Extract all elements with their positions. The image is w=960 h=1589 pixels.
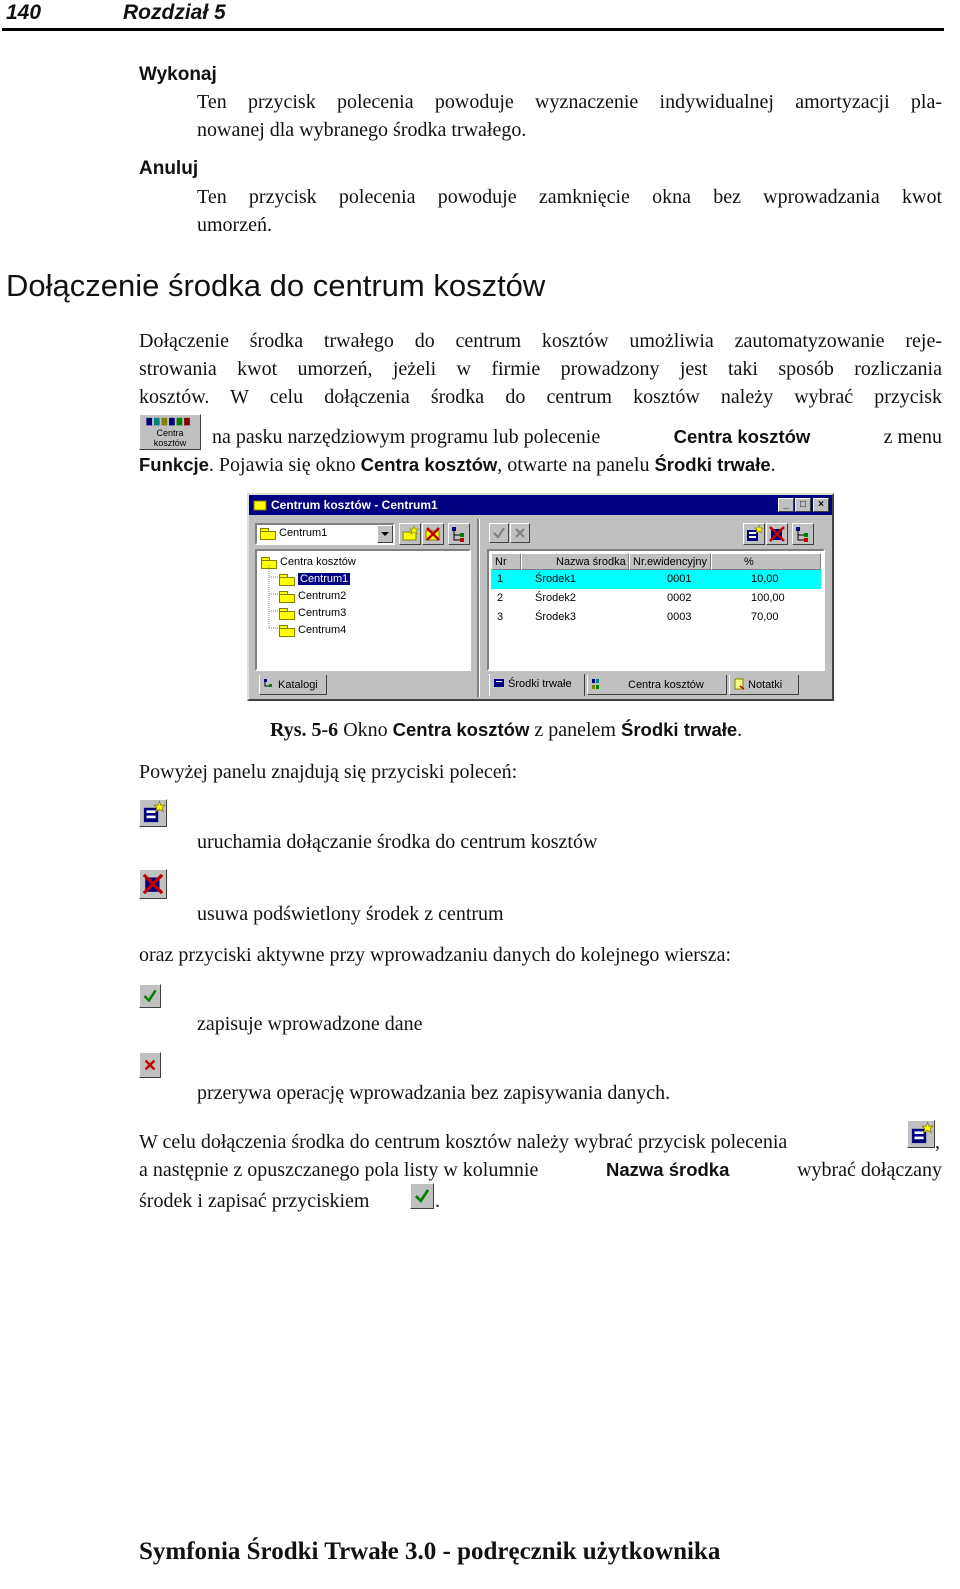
intro-line3: kosztów. W celu dołączenia środka do centrum kosztów należy wybrać przycisk [139, 386, 942, 408]
center-combo[interactable] [255, 523, 395, 545]
column-nazwa-srodka: Nazwa środka [606, 1159, 730, 1180]
add-folder-icon [400, 524, 420, 544]
checkmark-icon [490, 524, 508, 542]
window-title: Centrum kosztów - Centrum1 [271, 498, 438, 512]
intro-line5 [139, 451, 776, 479]
minimize-button[interactable]: _ [778, 498, 794, 512]
folder-icon [279, 625, 295, 636]
closing-line1: W celu dołączenia środka do centrum kosztów należy wybrać przycisk polecenia [139, 1131, 788, 1153]
def-anuluj-line1: Ten przycisk polecenia powoduje zamknięcie okna bez wprowadzania kwot [197, 186, 942, 208]
menu-centra-kosztow: Centra kosztów [673, 426, 811, 447]
col-header-evid[interactable]: Nr.ewidencyjny [629, 553, 711, 570]
pane-splitter[interactable] [477, 519, 480, 697]
folder-icon [260, 528, 276, 539]
combo-value: Centrum1 [260, 527, 327, 539]
intro-line4-a: na pasku narzędziowym programu lub polecenie [212, 426, 601, 448]
delete-folder-icon [423, 524, 443, 544]
tree-item-centrum1[interactable]: Centrum1 [279, 571, 350, 587]
tree-toggle-button[interactable] [792, 523, 814, 545]
cross-icon [511, 524, 529, 542]
tree-item-centrum3[interactable]: Centrum3 [279, 605, 346, 621]
tree-item-centrum2[interactable]: Centrum2 [279, 588, 346, 604]
closing-line2-a: a następnie z opuszczanego pola listy w kolumnie [139, 1159, 539, 1181]
centers-icon [591, 678, 603, 690]
term-anuluj: Anuluj [139, 158, 199, 179]
tree-root[interactable]: Centra kosztów [261, 554, 356, 570]
chevron-down-icon [378, 526, 392, 542]
add-to-center-desc: uruchamia dołączanie środka do centrum kosztów [197, 831, 598, 853]
tree-icon [793, 524, 813, 544]
assets-icon [493, 677, 505, 689]
notes-icon [733, 678, 745, 690]
intro-line1: Dołączenie środka trwałego do centrum kosztów umożliwia zautomatyzowanie reje- [139, 330, 942, 352]
center-tree[interactable] [255, 549, 471, 671]
col-header-name[interactable]: Nazwa środka [521, 553, 629, 570]
window-titlebar [249, 495, 832, 515]
combo-dropdown-button[interactable] [377, 525, 393, 543]
folder-icon [279, 591, 295, 602]
delete-center-button[interactable] [422, 523, 444, 545]
checkmark-button-image [139, 984, 161, 1008]
cancel-row-button[interactable] [510, 523, 530, 543]
row-buttons-intro: oraz przyciski aktywne przy wprowadzaniu danych do kolejnego wiersza: [139, 944, 732, 966]
intro-line5-b: . Pojawia się okno [208, 454, 356, 476]
window-name-ref: Centra kosztów [360, 454, 498, 475]
closing-line2 [139, 1156, 942, 1184]
tree-lines [265, 565, 281, 635]
intro-line4 [212, 423, 942, 451]
table-row[interactable]: 1 Środek1 0001 10,00 [491, 570, 821, 589]
toolbar-button-label: Centra kosztów [153, 428, 187, 448]
tree-view-button[interactable] [448, 523, 470, 545]
maximize-button[interactable]: □ [795, 498, 811, 512]
remove-from-center-desc: usuwa podświetlony środek z centrum [197, 903, 504, 925]
cross-icon [140, 1053, 160, 1077]
close-button[interactable]: × [813, 498, 829, 512]
intro-line2: strowania kwot umorzeń, jeżeli w firmie prowadzony jest taki sposób rozliczania [139, 358, 942, 380]
catalog-icon [263, 678, 275, 690]
remove-asset-button[interactable] [766, 523, 788, 545]
intro-line5-f: . [770, 454, 776, 476]
add-to-center-icon [744, 524, 764, 544]
header-rule [2, 28, 944, 31]
centrum-kosztow-window [247, 493, 834, 701]
closing-line1-end: , [935, 1131, 940, 1153]
chapter-title: Rozdział 5 [123, 1, 226, 24]
checkmark-icon [140, 985, 160, 1007]
def-wykonaj-line1: Ten przycisk polecenia powoduje wyznaczenie indywidualnej amortyzacji pla- [197, 91, 942, 113]
intro-line5-d: , otwarte na panelu [497, 454, 650, 476]
remove-from-center-icon [767, 524, 787, 544]
checkmark-desc: zapisuje wprowadzone dane [197, 1013, 423, 1035]
add-asset-button[interactable] [743, 523, 765, 545]
assets-grid[interactable] [487, 549, 825, 671]
window-app-icon [253, 498, 267, 512]
col-header-nr[interactable]: Nr [491, 553, 521, 570]
closing-line3-end: . [435, 1190, 440, 1212]
tab-centra-kosztow[interactable]: Centra kosztów [587, 675, 727, 695]
closing-line2-c: wybrać dołączany [797, 1159, 942, 1181]
add-to-center-icon [908, 1121, 934, 1147]
intro-line4-c: z menu [883, 426, 942, 448]
closing-line3: środek i zapisać przyciskiem [139, 1190, 370, 1212]
tree-item-centrum4[interactable]: Centrum4 [279, 622, 346, 638]
checkmark-icon [411, 1184, 433, 1208]
panel-name-ref: Środki trwałe [654, 454, 771, 475]
cross-button-image [139, 1052, 161, 1078]
folder-icon [279, 608, 295, 619]
remove-from-center-button-image [139, 869, 167, 899]
add-center-button[interactable] [399, 523, 421, 545]
tab-katalogi[interactable]: Katalogi [259, 675, 327, 695]
add-to-center-icon [140, 800, 166, 826]
remove-from-center-icon [140, 870, 166, 898]
tab-notatki[interactable]: Notatki [729, 675, 799, 695]
table-row[interactable]: 2 Środek2 0002 100,00 [497, 592, 785, 604]
cross-desc: przerywa operację wprowadzania bez zapisywania danych. [197, 1082, 671, 1104]
table-row[interactable]: 3 Środek3 0003 70,00 [497, 611, 779, 623]
menu-funkcje: Funkcje [139, 454, 209, 475]
tab-srodki-trwale[interactable]: Środki trwałe [489, 674, 585, 696]
folder-open-icon [279, 574, 295, 585]
checkmark-inline-icon [410, 1183, 434, 1209]
section-heading: Dołączenie środka do centrum kosztów [6, 268, 546, 303]
centra-kosztow-toolbar-button [139, 414, 201, 450]
page-number: 140 [6, 1, 42, 24]
col-header-pct[interactable]: % [711, 553, 821, 570]
buttons-intro: Powyżej panelu znajdują się przyciski poleceń: [139, 761, 518, 783]
add-to-center-button-image [139, 799, 167, 827]
term-wykonaj: Wykonaj [139, 64, 217, 85]
def-anuluj-line2: umorzeń. [197, 214, 272, 236]
tree-icon [449, 524, 469, 544]
add-to-center-inline-icon [907, 1120, 935, 1148]
def-wykonaj-line2: nowanej dla wybranego środka trwałego. [197, 119, 527, 141]
save-row-button[interactable] [489, 523, 509, 543]
figure-caption: Rys. 5-6 Okno Centra kosztów z panelem Środki trwałe. [270, 719, 743, 741]
page-footer: Symfonia Środki Trwałe 3.0 - podręcznik użytkownika [139, 1538, 721, 1565]
